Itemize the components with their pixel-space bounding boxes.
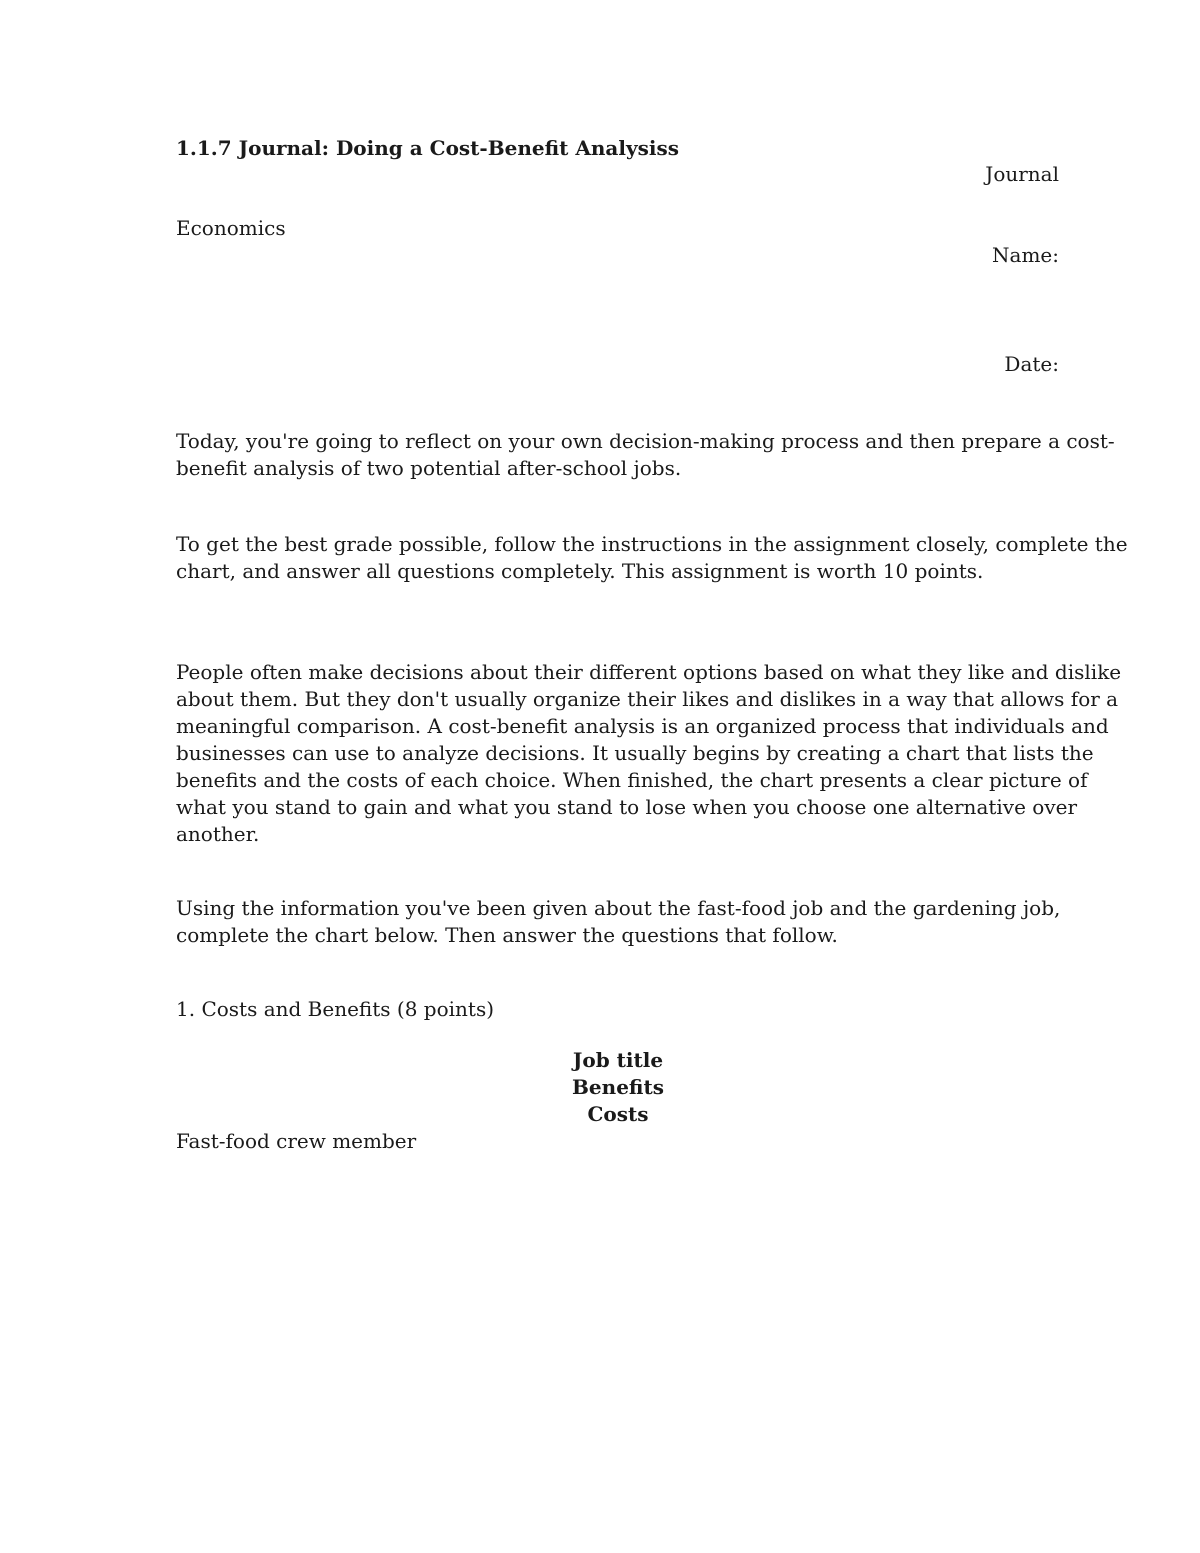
paragraph-line: People often make decisions about their different options based on what they like and dislike [176, 660, 1122, 684]
paragraph-line: complete the chart below. Then answer the questions that follow. [176, 923, 838, 947]
paragraph-line: benefits and the costs of each choice. When finished, the chart presents a clear picture of [176, 768, 1088, 792]
chart-row-label-fast-food: Fast-food crew member [176, 1129, 417, 1153]
paragraph-line: meaningful comparison. A cost-benefit analysis is an organized process that individuals and [176, 714, 1109, 738]
date-label: Date: [1004, 352, 1059, 376]
name-label: Name: [992, 243, 1059, 267]
paragraph-line: another. [176, 822, 260, 846]
body-paragraph-2 [176, 895, 1066, 949]
paragraph-line: Using the information you've been given about the fast-food job and the gardening job, [176, 896, 1061, 920]
body-paragraph-1 [176, 659, 1122, 848]
chart-header-costs: Costs [587, 1102, 649, 1126]
subject-label: Economics [176, 216, 286, 240]
chart-header-benefits: Benefits [572, 1075, 664, 1099]
paragraph-line: chart, and answer all questions completely. This assignment is worth 10 points. [176, 559, 984, 583]
paragraph-line: To get the best grade possible, follow the instructions in the assignment closely, complete the [176, 532, 1128, 556]
paragraph-line: about them. But they don't usually organize their likes and dislikes in a way that allows for a [176, 687, 1119, 711]
paragraph-line: Today, you're going to reflect on your own decision-making process and then prepare a cost- [176, 429, 1115, 453]
journal-label: Journal [985, 162, 1059, 186]
intro-paragraph-2 [176, 531, 1128, 585]
chart-header-job-title: Job title [572, 1048, 664, 1072]
question-1-heading: 1. Costs and Benefits (8 points) [176, 997, 495, 1021]
paragraph-line: what you stand to gain and what you stand to lose when you choose one alternative over [176, 795, 1078, 819]
paragraph-line: benefit analysis of two potential after-school jobs. [176, 456, 682, 480]
chart-column-headers [176, 1047, 1060, 1128]
document-title: 1.1.7 Journal: Doing a Cost-Benefit Analysiss [176, 136, 679, 160]
intro-paragraph-1 [176, 428, 1115, 482]
paragraph-line: businesses can use to analyze decisions. It usually begins by creating a chart that lists the [176, 741, 1094, 765]
